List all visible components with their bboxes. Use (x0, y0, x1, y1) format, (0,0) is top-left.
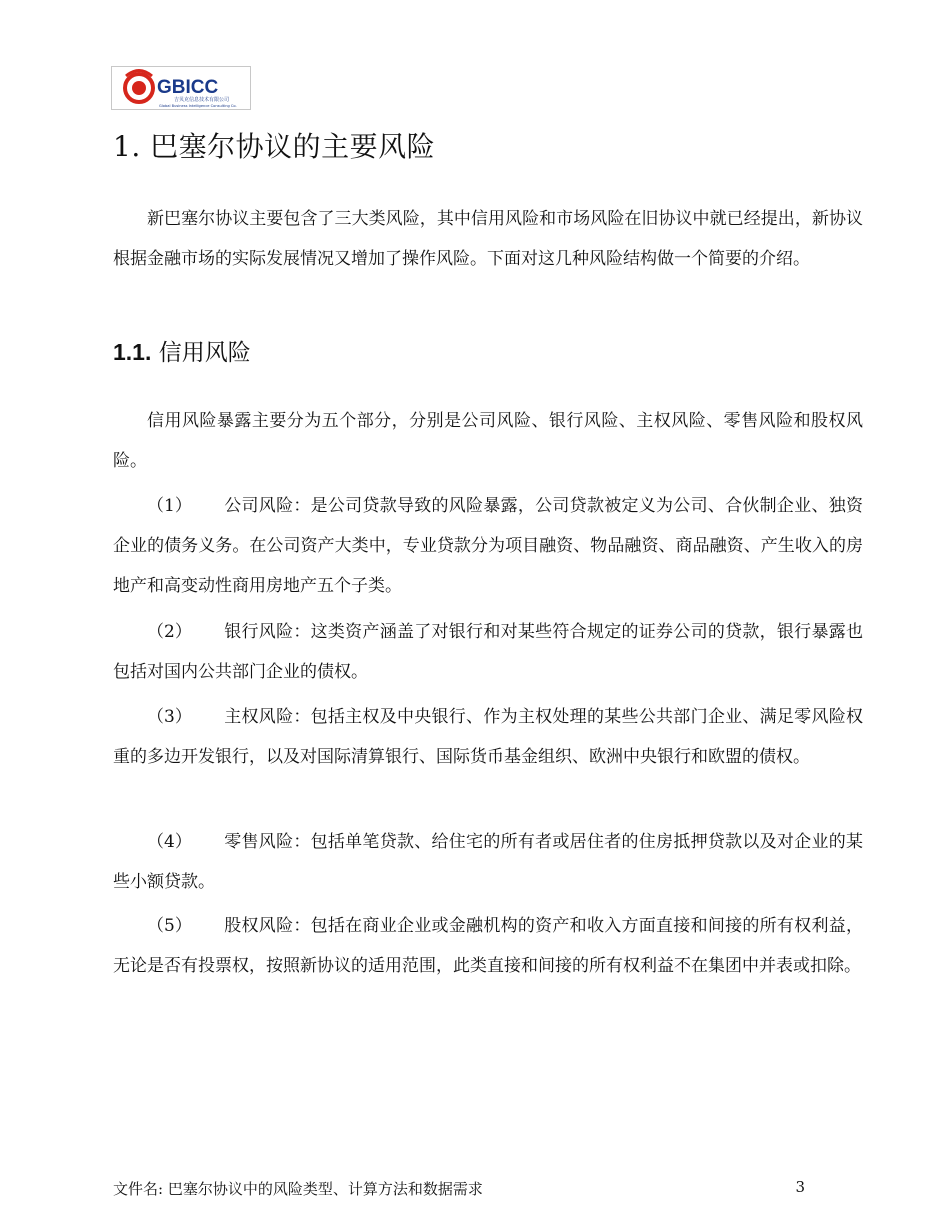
credit-intro-paragraph: 信用风险暴露主要分为五个部分，分别是公司风险、银行风险、主权风险、零售风险和股权风险。 (113, 411, 863, 471)
subsection-number: 1.1. (113, 339, 152, 365)
intro-paragraph: 新巴塞尔协议主要包含了三大类风险，其中信用风险和市场风险在旧协议中就已经提出，新协议根据金融市场的实际发展情况又增加了操作风险。下面对这几种风险结构做一个简要的介绍。 (113, 209, 863, 269)
subsection-title: 信用风险 (158, 340, 251, 366)
logo-text: GBICC (157, 77, 219, 98)
logo-subtitle-en: Global Business Intelligence Consulting Co. (159, 104, 237, 108)
list-item-text: 股权风险：包括在商业企业或金融机构的资产和收入方面直接和间接的所有权利益，无论是否有投票权，按照新协议的适用范围，此类直接和间接的所有权利益不在集团中并表或扣除。 (113, 916, 863, 976)
list-item-number: （3） (147, 707, 192, 727)
section-heading: 1. 巴塞尔协议的主要风险 (113, 130, 436, 163)
footer-filename: 文件名: 巴塞尔协议中的风险类型、计算方法和数据需求 (113, 1180, 483, 1198)
list-item (113, 612, 863, 692)
company-logo (111, 66, 251, 110)
list-item-number: （4） (147, 832, 192, 852)
list-item (113, 822, 863, 902)
list-item (113, 486, 863, 606)
list-item-number: （1） (147, 496, 192, 516)
list-item-text: 主权风险：包括主权及中央银行、作为主权处理的某些公共部门企业、满足零风险权重的多边开发银行，以及对国际清算银行、国际货币基金组织、欧洲中央银行和欧盟的债权。 (113, 707, 863, 767)
list-item-text: 公司风险：是公司贷款导致的风险暴露，公司贷款被定义为公司、合伙制企业、独资企业的债务义务。在公司资产大类中，专业贷款分为项目融资、物品融资、商品融资、产生收入的房地产和高变动性商用房地产五个子类。 (113, 496, 863, 596)
page-number: 3 (795, 1178, 805, 1196)
list-item (113, 697, 863, 777)
list-item-number: （5） (147, 916, 192, 936)
list-item (113, 906, 863, 986)
list-item-text: 银行风险：这类资产涵盖了对银行和对某些符合规定的证券公司的贷款，银行暴露也包括对国内公共部门企业的债权。 (113, 622, 863, 682)
subsection-heading (113, 334, 251, 367)
list-item-number: （2） (147, 622, 192, 642)
list-item-text: 零售风险：包括单笔贷款、给住宅的所有者或居住者的住房抵押贷款以及对企业的某些小额贷款。 (113, 832, 863, 892)
logo-subtitle-cn: 吉贝克信息技术有限公司 (174, 97, 230, 103)
